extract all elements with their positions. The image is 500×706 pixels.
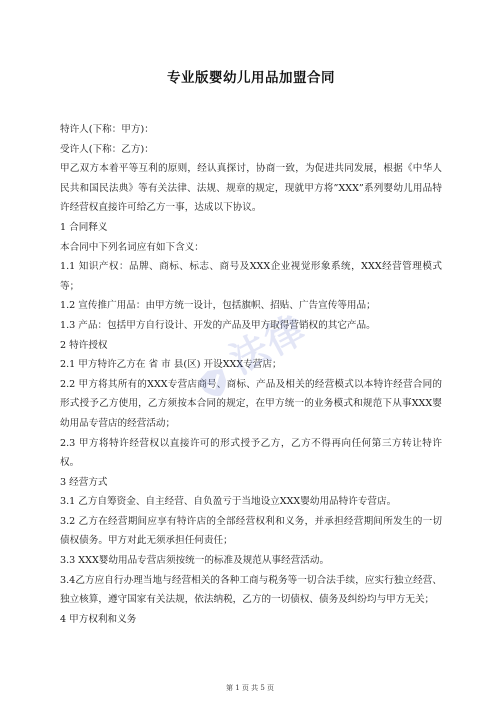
clause: 2.2 甲方将其所有的XXX专营店商号、商标、产品及相关的经营模式以本特许经营合同的形式授予乙方使用，乙方须按本合同的规定，在甲方统一的业务模式和规范下从事XXX婴幼用品专营店的经营活动； — [60, 378, 442, 429]
paragraph: 甲乙双方本着平等互利的原则，经认真探讨，协商一致，为促进共同发展，根据《中华人民共和国民法典》等有关法律、法规、规章的规定，现就甲方将”XXX”系列婴幼儿用品特许经营权直接许可给乙方一事，达成以下协议。 — [60, 163, 442, 214]
clause: 3.4乙方应自行办理当地与经营相关的各种工商与税务等一切合法手续，应实行独立经营、 独立核算，遵守国家有关法规，依法纳税，乙方的一切债权、债务及纠纷均与甲方无关； — [60, 574, 442, 606]
clause: 3.2 乙方在经营期间应享有特许店的全部经营权利和义务，并承担经营期间所发生的一切债权债务。甲方对此无须承担任何责任； — [60, 515, 442, 547]
page-footer: 第 1 页 共 5 页 — [225, 684, 275, 692]
clause: 1.1 知识产权：品牌、商标、标志、商号及XXX企业视觉形象系统，XXX经营管理模式等； — [60, 261, 442, 292]
document-title: 专业版婴幼儿用品加盟合同 — [167, 70, 335, 86]
clause: 2.3 甲方将特许经营权以直接许可的形式授予乙方，乙方不得再向任何第三方转让特许权。 — [60, 437, 442, 469]
section-heading: 4 甲方权利和义务 — [60, 613, 137, 625]
clause: 1.2 宣传推广用品：由甲方统一设计，包括旗帜、招贴、广告宣传等用品； — [60, 300, 376, 312]
watermark-text: 法律 — [222, 306, 314, 383]
section-heading: 1 合同释义 — [60, 221, 108, 233]
paragraph: 特许人(下称：甲方)： — [60, 124, 154, 135]
section-heading: 3 经营方式 — [60, 476, 108, 488]
paragraph: 本合同中下列名词应有如下含义： — [60, 241, 204, 253]
clause: 3.3 XXX婴幼用品专营店须按统一的标准及规范从事经营活动。 — [60, 555, 330, 567]
clause: 3.1 乙方自筹资金、自主经营、自负盈亏于当地设立XXX婴幼用品特许专营店。 — [60, 496, 397, 508]
section-heading: 2 特许授权 — [60, 339, 108, 351]
document-body — [60, 120, 442, 629]
clause: 2.1 甲方特许乙方在 省 市 县(区) 开设XXX专营店； — [60, 359, 282, 371]
paragraph: 受许人(下称：乙方)： — [60, 143, 154, 155]
clause: 1.3 产品：包括甲方自行设计、开发的产品及甲方取得营销权的其它产品。 — [60, 319, 376, 331]
